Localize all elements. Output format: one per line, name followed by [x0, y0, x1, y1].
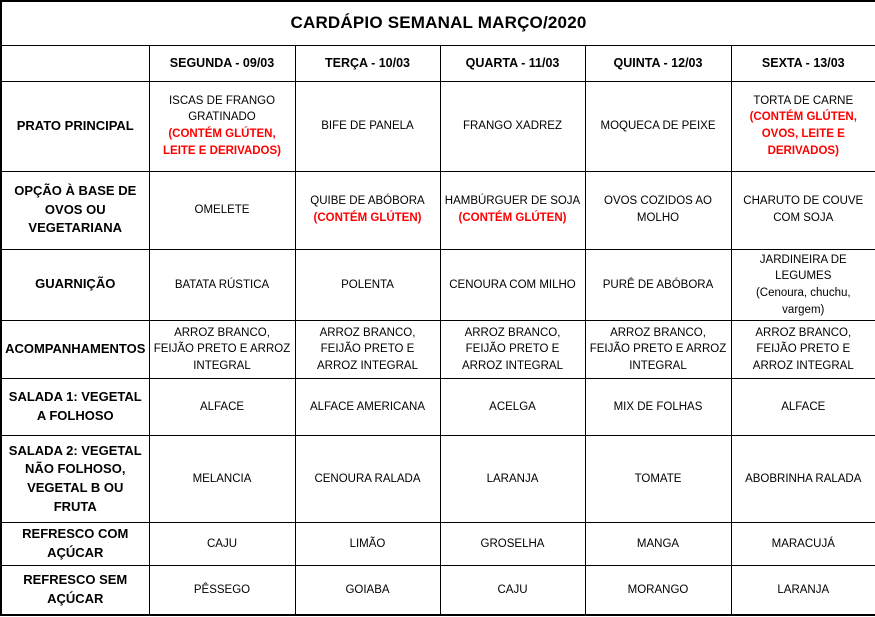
- menu-cell: [149, 171, 295, 249]
- dish-name: PÊSSEGO: [193, 583, 251, 596]
- allergen-warning: (CONTÉM GLÚTEN, LEITE E DERIVADOS): [163, 128, 281, 157]
- dish-name: CENOURA COM MILHO: [449, 278, 576, 291]
- row-header-refresco-com-acucar: REFRESCO COM AÇÚCAR: [1, 523, 149, 566]
- dish-name: MOQUECA DE PEIXE: [600, 119, 716, 132]
- dish-name: MORANGO: [627, 583, 689, 596]
- dish-name: BATATA RÚSTICA: [174, 278, 270, 291]
- table-row-prato-principal: [1, 81, 875, 171]
- dish-name: LARANJA: [486, 472, 539, 485]
- menu-cell: [440, 249, 585, 321]
- row-header-guarnicao: GUARNIÇÃO: [1, 249, 149, 321]
- dish-name: ARROZ BRANCO, FEIJÃO PRETO E ARROZ INTEGRAL: [462, 326, 563, 373]
- empty-corner-cell: [1, 45, 149, 81]
- menu-cell: [295, 379, 440, 436]
- table-row-guarnicao: [1, 249, 875, 321]
- dish-name: LARANJA: [777, 583, 830, 596]
- menu-cell: [440, 523, 585, 566]
- table-row-refresco-com-acucar: [1, 523, 875, 566]
- dish-name: ARROZ BRANCO, FEIJÃO PRETO E ARROZ INTEGRAL: [153, 326, 291, 373]
- dish-name: OMELETE: [194, 203, 250, 216]
- dish-name: HAMBÚRGUER DE SOJA: [444, 195, 581, 208]
- menu-cell: [149, 565, 295, 615]
- dish-name: ALFACE: [781, 400, 826, 413]
- menu-cell: [440, 81, 585, 171]
- row-header-refresco-sem-acucar: REFRESCO SEM AÇÚCAR: [1, 565, 149, 615]
- dish-name: MIX DE FOLHAS: [613, 400, 703, 413]
- menu-cell: [149, 321, 295, 379]
- dish-name: TORTA DE CARNE: [753, 94, 854, 107]
- menu-cell: [585, 249, 731, 321]
- row-header-salada-2: SALADA 2: VEGETAL NÃO FOLHOSO, VEGETAL B OU FRUTA: [1, 436, 149, 523]
- dish-name: GROSELHA: [480, 537, 545, 550]
- row-header-salada-1: SALADA 1: VEGETAL A FOLHOSO: [1, 379, 149, 436]
- menu-cell: [585, 81, 731, 171]
- allergen-warning: (CONTÉM GLÚTEN, OVOS, LEITE E DERIVADOS): [749, 111, 857, 157]
- dish-name: LIMÃO: [349, 537, 386, 550]
- menu-cell: [149, 523, 295, 566]
- menu-cell: [149, 436, 295, 523]
- menu-cell: [295, 171, 440, 249]
- dish-name: MARACUJÁ: [771, 537, 835, 550]
- dish-name: CHARUTO DE COUVE COM SOJA: [743, 195, 864, 224]
- dish-name: POLENTA: [341, 278, 394, 291]
- menu-cell: [295, 249, 440, 321]
- menu-cell: [731, 249, 875, 321]
- dish-name: CAJU: [497, 583, 528, 596]
- menu-cell: [731, 321, 875, 379]
- table-row-salada-2: [1, 436, 875, 523]
- dish-name: MELANCIA: [192, 472, 252, 485]
- dish-name: OVOS COZIDOS AO MOLHO: [604, 195, 712, 224]
- column-header-sexta: SEXTA - 13/03: [731, 45, 875, 81]
- dish-name: FRANGO XADREZ: [462, 119, 563, 132]
- column-header-segunda: SEGUNDA - 09/03: [149, 45, 295, 81]
- menu-cell: [731, 523, 875, 566]
- column-header-row: [1, 45, 875, 81]
- dish-note: (Cenoura, chuchu, vargem): [755, 286, 851, 316]
- row-header-opcao-vegetariana: OPÇÃO À BASE DE OVOS OU VEGETARIANA: [1, 171, 149, 249]
- dish-name: ARROZ BRANCO, FEIJÃO PRETO E ARROZ INTEGRAL: [589, 326, 727, 373]
- title-row: [1, 1, 875, 45]
- menu-cell: [295, 523, 440, 566]
- menu-cell: [149, 379, 295, 436]
- menu-cell: [295, 81, 440, 171]
- dish-name: ARROZ BRANCO, FEIJÃO PRETO E ARROZ INTEGRAL: [752, 326, 854, 373]
- menu-cell: [731, 436, 875, 523]
- dish-name: ARROZ BRANCO, FEIJÃO PRETO E ARROZ INTEGRAL: [317, 326, 418, 373]
- menu-cell: [440, 565, 585, 615]
- menu-cell: [295, 436, 440, 523]
- menu-cell: [585, 565, 731, 615]
- page-title: CARDÁPIO SEMANAL MARÇO/2020: [1, 1, 875, 45]
- menu-cell: [149, 249, 295, 321]
- dish-name: GOIABA: [345, 583, 390, 596]
- menu-cell: [440, 379, 585, 436]
- menu-cell: [585, 171, 731, 249]
- table-row-opcao-vegetariana: [1, 171, 875, 249]
- column-header-quarta: QUARTA - 11/03: [440, 45, 585, 81]
- menu-cell: [295, 321, 440, 379]
- menu-cell: [585, 321, 731, 379]
- dish-name: BIFE DE PANELA: [321, 119, 414, 132]
- allergen-warning: (CONTÉM GLÚTEN): [458, 212, 567, 224]
- menu-cell: [585, 379, 731, 436]
- menu-cell: [440, 171, 585, 249]
- dish-name: ABOBRINHA RALADA: [745, 472, 862, 485]
- dish-name: ALFACE: [199, 400, 245, 413]
- dish-name: MANGA: [636, 537, 680, 550]
- dish-name: PURÊ DE ABÓBORA: [602, 278, 714, 291]
- dish-name: ALFACE AMERICANA: [309, 400, 426, 413]
- dish-name: TOMATE: [634, 472, 682, 485]
- dish-name: QUIBE DE ABÓBORA: [310, 195, 425, 208]
- table-row-refresco-sem-acucar: [1, 565, 875, 615]
- table-row-acompanhamentos: [1, 321, 875, 379]
- menu-cell: [149, 81, 295, 171]
- menu-cell: [295, 565, 440, 615]
- menu-cell: [731, 565, 875, 615]
- dish-name: JARDINEIRA DE LEGUMES: [759, 253, 847, 283]
- dish-name: ISCAS DE FRANGO GRATINADO: [168, 94, 276, 124]
- row-header-prato-principal: PRATO PRINCIPAL: [1, 81, 149, 171]
- menu-cell: [440, 321, 585, 379]
- dish-name: ACELGA: [489, 400, 536, 413]
- menu-cell: [585, 436, 731, 523]
- dish-name: CAJU: [206, 537, 238, 550]
- row-header-acompanhamentos: ACOMPANHAMENTOS: [1, 321, 149, 379]
- menu-cell: [440, 436, 585, 523]
- dish-name: CENOURA RALADA: [314, 472, 421, 485]
- column-header-quinta: QUINTA - 12/03: [585, 45, 731, 81]
- menu-cell: [585, 523, 731, 566]
- menu-cell: [731, 171, 875, 249]
- column-header-terca: TERÇA - 10/03: [295, 45, 440, 81]
- menu-cell: [731, 81, 875, 171]
- menu-cell: [731, 379, 875, 436]
- table-row-salada-1: [1, 379, 875, 436]
- allergen-warning: (CONTÉM GLÚTEN): [313, 212, 422, 224]
